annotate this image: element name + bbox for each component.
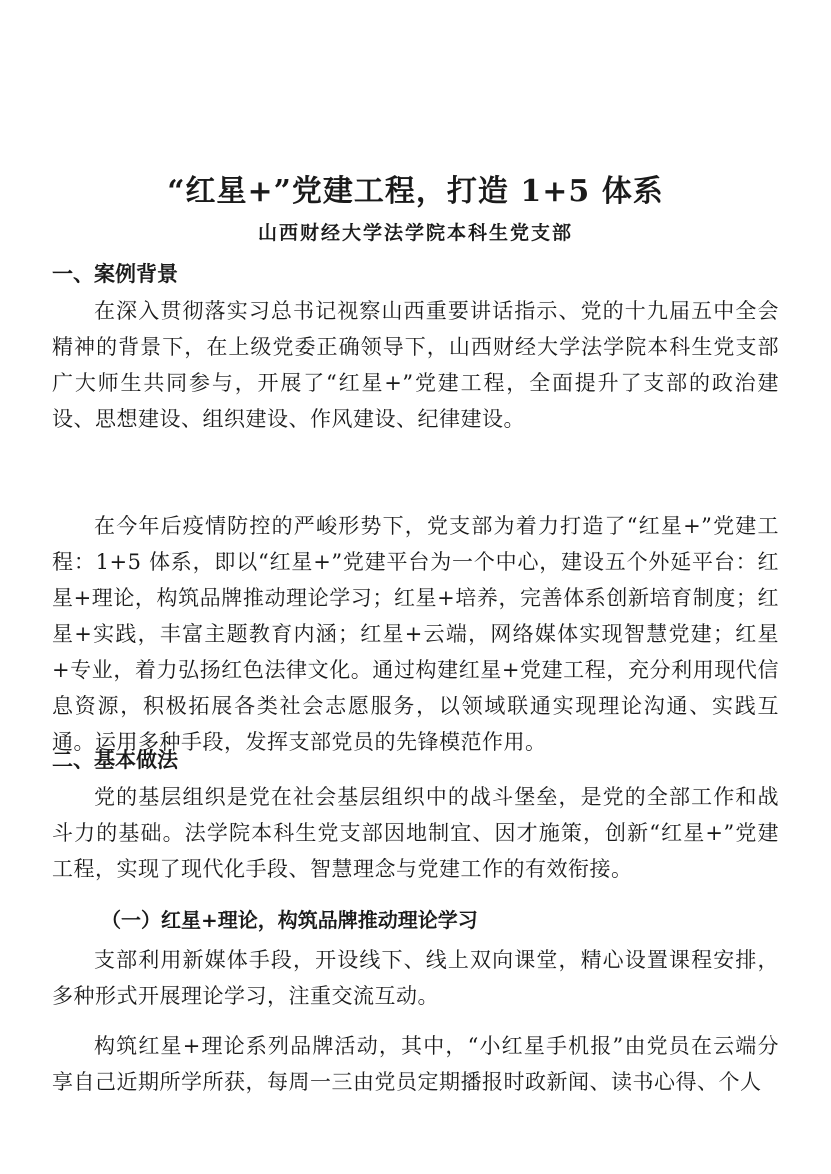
- subsection1-paragraph-2: 构筑红星+理论系列品牌活动，其中，“小红星手机报”由党员在云端分享自己近期所学所获，每周一三由党员定期播报时政新闻、读书心得、个人: [52, 1034, 779, 1094]
- section1-paragraph-2: 在今年后疫情防控的严峻形势下，党支部为着力打造了“红星+”党建工程：1+5 体系，即以“红星+”党建平台为一个中心，建设五个外延平台：红星+理论，构筑品牌推动理论学习；红星+培养，完善体系创新培育制度；红星+实践，丰富主题教育内涵；红星+云端，网络媒体实现智慧党建；红星+专业，着力弘扬红色法律文化。通过构建红星+党建工程，充分利用现代信息资源，积极拓展各类社会志愿服务，以领域联通实现理论沟通、实践互通。运用多种手段，发挥支部党员的先锋模范作用。: [52, 514, 779, 754]
- document-subtitle: 山西财经大学法学院本科生党支部: [257, 222, 573, 244]
- section1-paragraph-1: 在深入贯彻落实习总书记视察山西重要讲话指示、党的十九届五中全会精神的背景下，在上级党委正确领导下，山西财经大学法学院本科生党支部广大师生共同参与，开展了“红星+”党建工程，全面提升了支部的政治建设、思想建设、组织建设、作风建设、纪律建设。: [52, 299, 779, 431]
- section1-heading: 一、案例背景: [52, 262, 178, 286]
- subsection1-heading: （一）红星+理论，构筑品牌推动理论学习: [101, 908, 478, 932]
- document-title: “红星+”党建工程，打造 1+5 体系: [167, 174, 664, 209]
- section2-heading: 二、基本做法: [52, 748, 178, 772]
- subsection1-paragraph-1: 支部利用新媒体手段，开设线下、线上双向课堂，精心设置课程安排，多种形式开展理论学习，注重交流互动。: [52, 948, 779, 1008]
- section2-paragraph-1: 党的基层组织是党在社会基层组织中的战斗堡垒，是党的全部工作和战斗力的基础。法学院本科生党支部因地制宜、因才施策，创新“红星+”党建工程，实现了现代化手段、智慧理念与党建工作的有效衔接。: [52, 785, 779, 881]
